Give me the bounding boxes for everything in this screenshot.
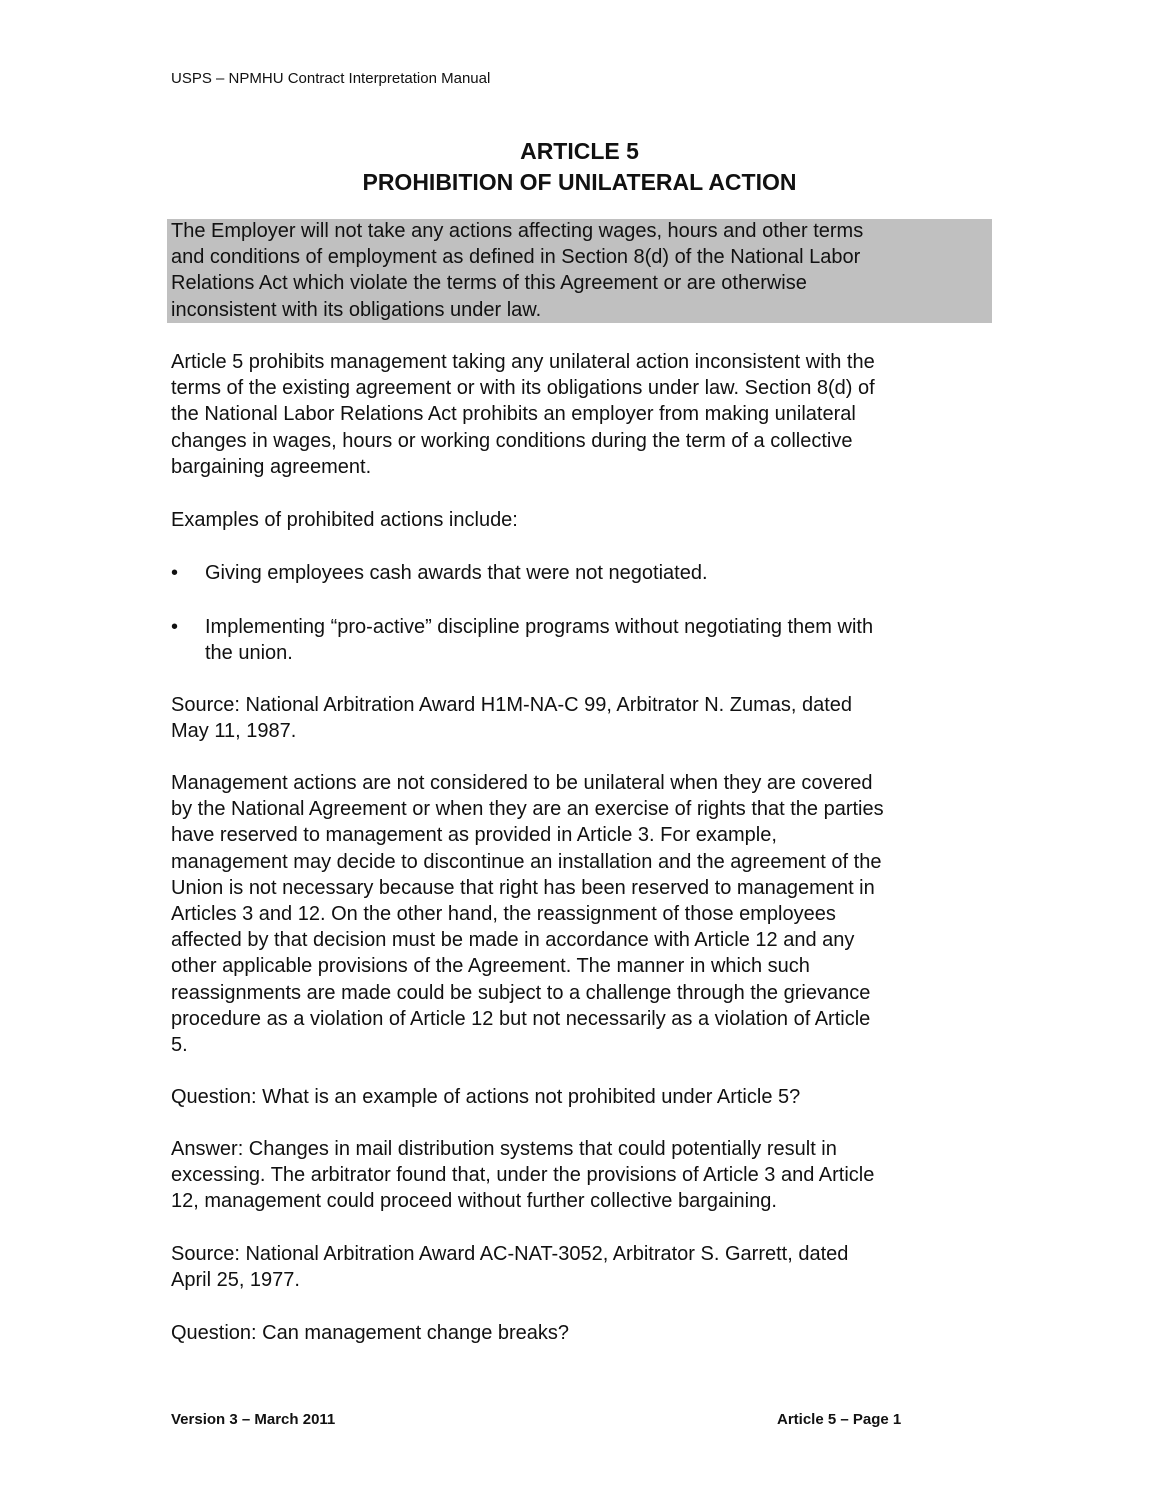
question: Question: What is an example of actions not prohibited under Article 5? [171, 1086, 801, 1108]
bullet-item: Giving employees cash awards that were not negotiated. [205, 562, 708, 584]
source-citation: Source: National Arbitration Award H1M-NA-C 99, Arbitrator N. Zumas, dated May 11, 1987. [171, 694, 853, 743]
question: Question: Can management change breaks? [171, 1322, 570, 1344]
bullet-icon: • [171, 616, 179, 638]
bullet-item: Implementing “pro-active” discipline programs without negotiating them with the union. [205, 616, 874, 665]
answer: Answer: Changes in mail distribution systems that could potentially result in excessing. The arbitrator found that, under the provisions of Article 3 and Article 12, management could proceed without further collective bargaining. [171, 1138, 875, 1213]
running-header: USPS – NPMHU Contract Interpretation Manual [171, 70, 491, 87]
source-citation: Source: National Arbitration Award AC-NAT-3052, Arbitrator S. Garrett, dated April 25, 1977. [171, 1243, 849, 1292]
management-paragraph: Management actions are not considered to be unilateral when they are covered by the National Agreement or when they are an exercise of rights that the parties have reserved to management as provided in Article 3. For example, management may decide to discontinue an installation and the agreement of the Union is not necessary because that right has been reserved to management in Articles 3 and 12. On the other hand, the reassignment of those employees affected by that decision must be made in accordance with Article 12 and any other applicable provisions of the Agreement. The manner in which such reassignments are made could be subject to a challenge through the grievance procedure as a violation of Article 12 but not necessarily as a violation of Article 5. [171, 772, 884, 1057]
footer-page: Article 5 – Page 1 [777, 1411, 902, 1428]
footer-version: Version 3 – March 2011 [171, 1411, 336, 1428]
article-number: ARTICLE 5 [520, 138, 639, 164]
contract-text: The Employer will not take any actions affecting wages, hours and other terms and conditions of employment as defined in Section 8(d) of the National Labor Relations Act which violate the terms of this Agreement or are otherwise inconsistent with its obligations under law. [171, 220, 864, 321]
intro-paragraph: Article 5 prohibits management taking any unilateral action inconsistent with the terms of the existing agreement or with its obligations under law. Section 8(d) of the National Labor Relations Act prohibits an employer from making unilateral changes in wages, hours or working conditions during the term of a collective bargaining agreement. [171, 351, 875, 478]
article-title: PROHIBITION OF UNILATERAL ACTION [362, 169, 797, 195]
bullet-icon: • [171, 562, 179, 584]
examples-intro: Examples of prohibited actions include: [171, 509, 518, 531]
